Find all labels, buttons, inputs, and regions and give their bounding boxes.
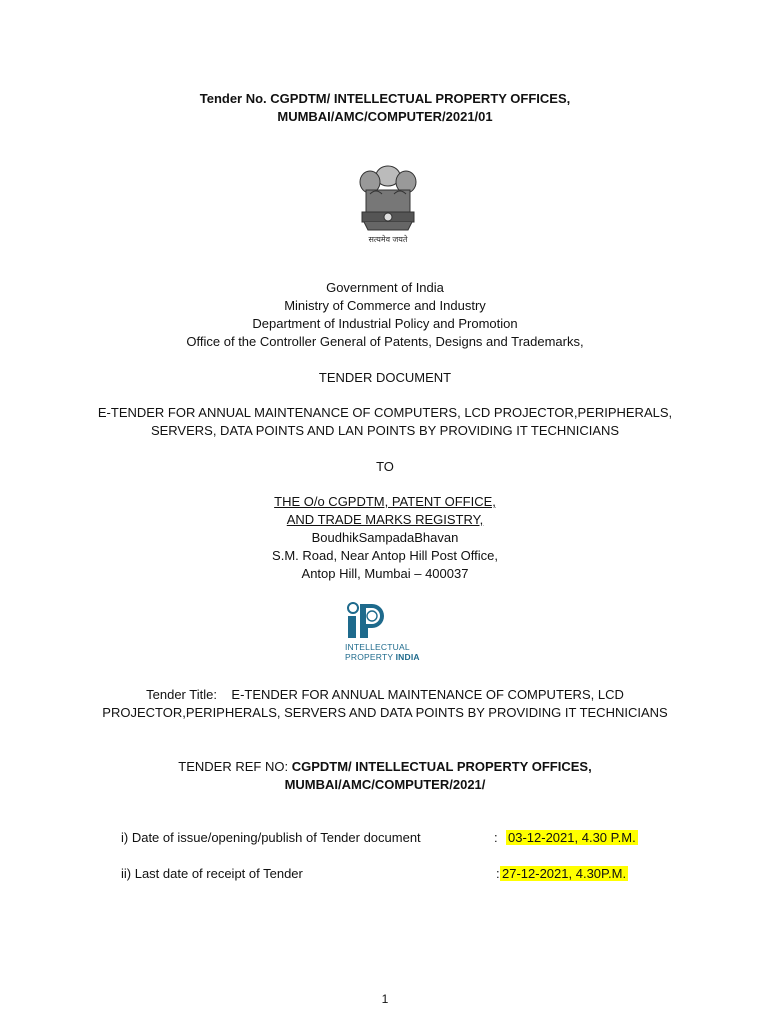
date-row-1-label: i) Date of issue/opening/publish of Tender document xyxy=(121,830,421,845)
address-line-5: Antop Hill, Mumbai – 400037 xyxy=(301,566,469,581)
address-line-2: AND TRADE MARKS REGISTRY, xyxy=(286,512,484,527)
receipt-date-value: 27-12-2021, 4.30P.M. xyxy=(502,866,627,881)
tender-ref-label: TENDER REF NO: xyxy=(178,759,292,774)
national-emblem xyxy=(348,160,428,250)
issue-date-value: 03-12-2021, 4.30 P.M. xyxy=(508,830,636,845)
etender-line-2: SERVERS, DATA POINTS AND LAN POINTS BY PROVIDING IT TECHNICIANS xyxy=(150,423,620,438)
logo-line-2b: INDIA xyxy=(395,652,420,662)
ip-india-logo xyxy=(345,602,435,664)
date-row-2-label: ii) Last date of receipt of Tender xyxy=(121,866,303,881)
tender-title-line-2: PROJECTOR,PERIPHERALS, SERVERS AND DATA POINTS BY PROVIDING IT TECHNICIANS xyxy=(102,705,668,720)
date-row-2-value xyxy=(500,865,628,883)
page-number: 1 xyxy=(381,992,389,1006)
emblem-motto: सत्यमेव जयते xyxy=(368,235,408,244)
govt-line-1: Government of India xyxy=(326,280,444,295)
date-row-1-value xyxy=(506,829,638,847)
govt-line-2: Ministry of Commerce and Industry xyxy=(284,298,486,313)
tender-ref-line-1 xyxy=(0,758,770,776)
to-label: TO xyxy=(376,459,394,474)
ip-india-logo-text xyxy=(345,642,420,662)
tender-ref-value-1: CGPDTM/ INTELLECTUAL PROPERTY OFFICES, xyxy=(291,759,592,774)
etender-line-1: E-TENDER FOR ANNUAL MAINTENANCE OF COMPUTERS, LCD PROJECTOR,PERIPHERALS, xyxy=(97,405,673,420)
tender-title-line-1 xyxy=(0,686,770,704)
govt-line-4: Office of the Controller General of Patents, Designs and Trademarks, xyxy=(186,334,584,349)
ip-india-logo-icon xyxy=(345,602,389,640)
address-line-3: BoudhikSampadaBhavan xyxy=(311,530,459,545)
date-row-2-sep: : xyxy=(496,866,500,881)
tender-number-line1: Tender No. CGPDTM/ INTELLECTUAL PROPERTY OFFICES, xyxy=(199,91,571,106)
address-line-4: S.M. Road, Near Antop Hill Post Office, xyxy=(272,548,498,563)
document-title: TENDER DOCUMENT xyxy=(318,370,452,385)
tender-number-line2: MUMBAI/AMC/COMPUTER/2021/01 xyxy=(277,109,493,124)
tender-ref-line-2: MUMBAI/AMC/COMPUTER/2021/ xyxy=(284,777,486,792)
logo-line-2a: PROPERTY xyxy=(345,652,396,662)
tender-title-label: Tender Title: xyxy=(146,687,217,702)
logo-line-1: INTELLECTUAL xyxy=(345,642,410,652)
tender-title-text-1: E-TENDER FOR ANNUAL MAINTENANCE OF COMPUTERS, LCD xyxy=(231,687,624,702)
govt-line-3: Department of Industrial Policy and Promotion xyxy=(252,316,518,331)
address-line-1: THE O/o CGPDTM, PATENT OFFICE, xyxy=(274,494,496,509)
date-row-1-sep: : xyxy=(494,830,498,845)
